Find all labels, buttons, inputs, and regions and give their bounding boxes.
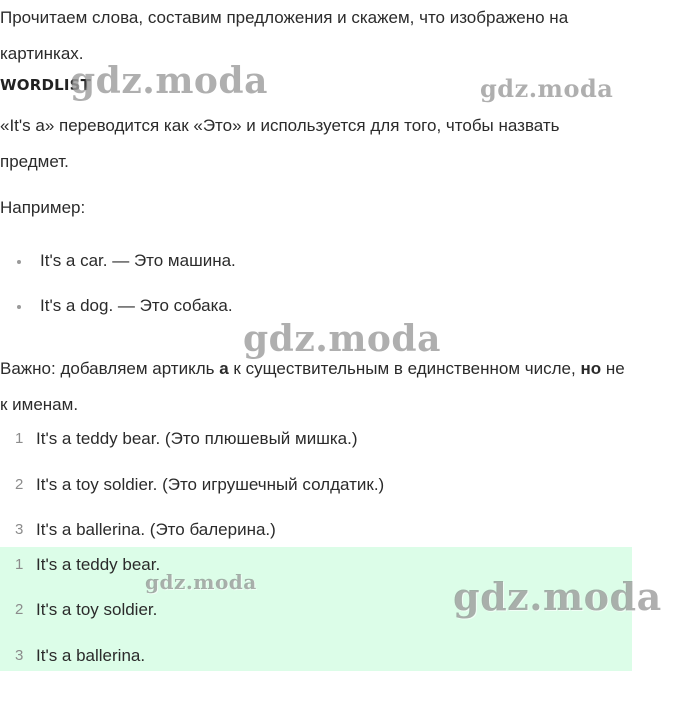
note-part-3: не	[601, 359, 625, 378]
item-number: 3	[15, 521, 24, 538]
translation-text: It's a toy soldier. (Это игрушечный солдатик.)	[36, 475, 385, 494]
translation-item	[0, 467, 640, 503]
note-article: a	[219, 359, 229, 378]
item-number: 2	[15, 476, 24, 493]
item-number: 3	[15, 647, 24, 664]
translation-text: It's a teddy bear. (Это плюшевый мишка.)	[36, 429, 358, 448]
intro-line-2: картинках.	[0, 44, 84, 63]
translation-text: It's a ballerina. (Это балерина.)	[36, 520, 276, 539]
item-number: 1	[15, 430, 24, 447]
bullet-icon	[17, 305, 21, 309]
note-line-2: к именам.	[0, 395, 79, 414]
note-part-1: Важно: добавляем артикль	[0, 359, 220, 378]
answer-item	[0, 638, 640, 674]
watermark: gdz.moda	[453, 574, 662, 619]
explanation-line-2: предмет.	[0, 152, 69, 171]
example-text: It's a car. — Это машина.	[40, 251, 236, 270]
intro-line-1: Прочитаем слова, составим предложения и скажем, что изображено на	[0, 8, 569, 27]
watermark: gdz.moda	[243, 318, 441, 360]
wordlist-label: WORDLIST	[0, 76, 92, 94]
translation-item	[0, 421, 640, 457]
answer-text: It's a ballerina.	[36, 646, 146, 665]
note-part-2: к существительным в единственном числе,	[228, 359, 581, 378]
item-number: 1	[15, 556, 24, 573]
item-number: 2	[15, 601, 24, 618]
translation-item	[0, 512, 640, 548]
watermark: gdz.moda	[480, 74, 614, 103]
answer-text: It's a teddy bear.	[36, 555, 161, 574]
answer-text: It's a toy soldier.	[36, 600, 158, 619]
watermark: gdz.moda	[70, 60, 268, 102]
example-label: Например:	[0, 198, 86, 217]
watermark: gdz.moda	[145, 570, 257, 594]
note-but: но	[580, 359, 602, 378]
bullet-icon	[17, 260, 21, 264]
explanation-line-1: «It's a» переводится как «Это» и используется для того, чтобы назвать	[0, 116, 560, 135]
example-text: It's a dog. — Это собака.	[40, 296, 233, 315]
